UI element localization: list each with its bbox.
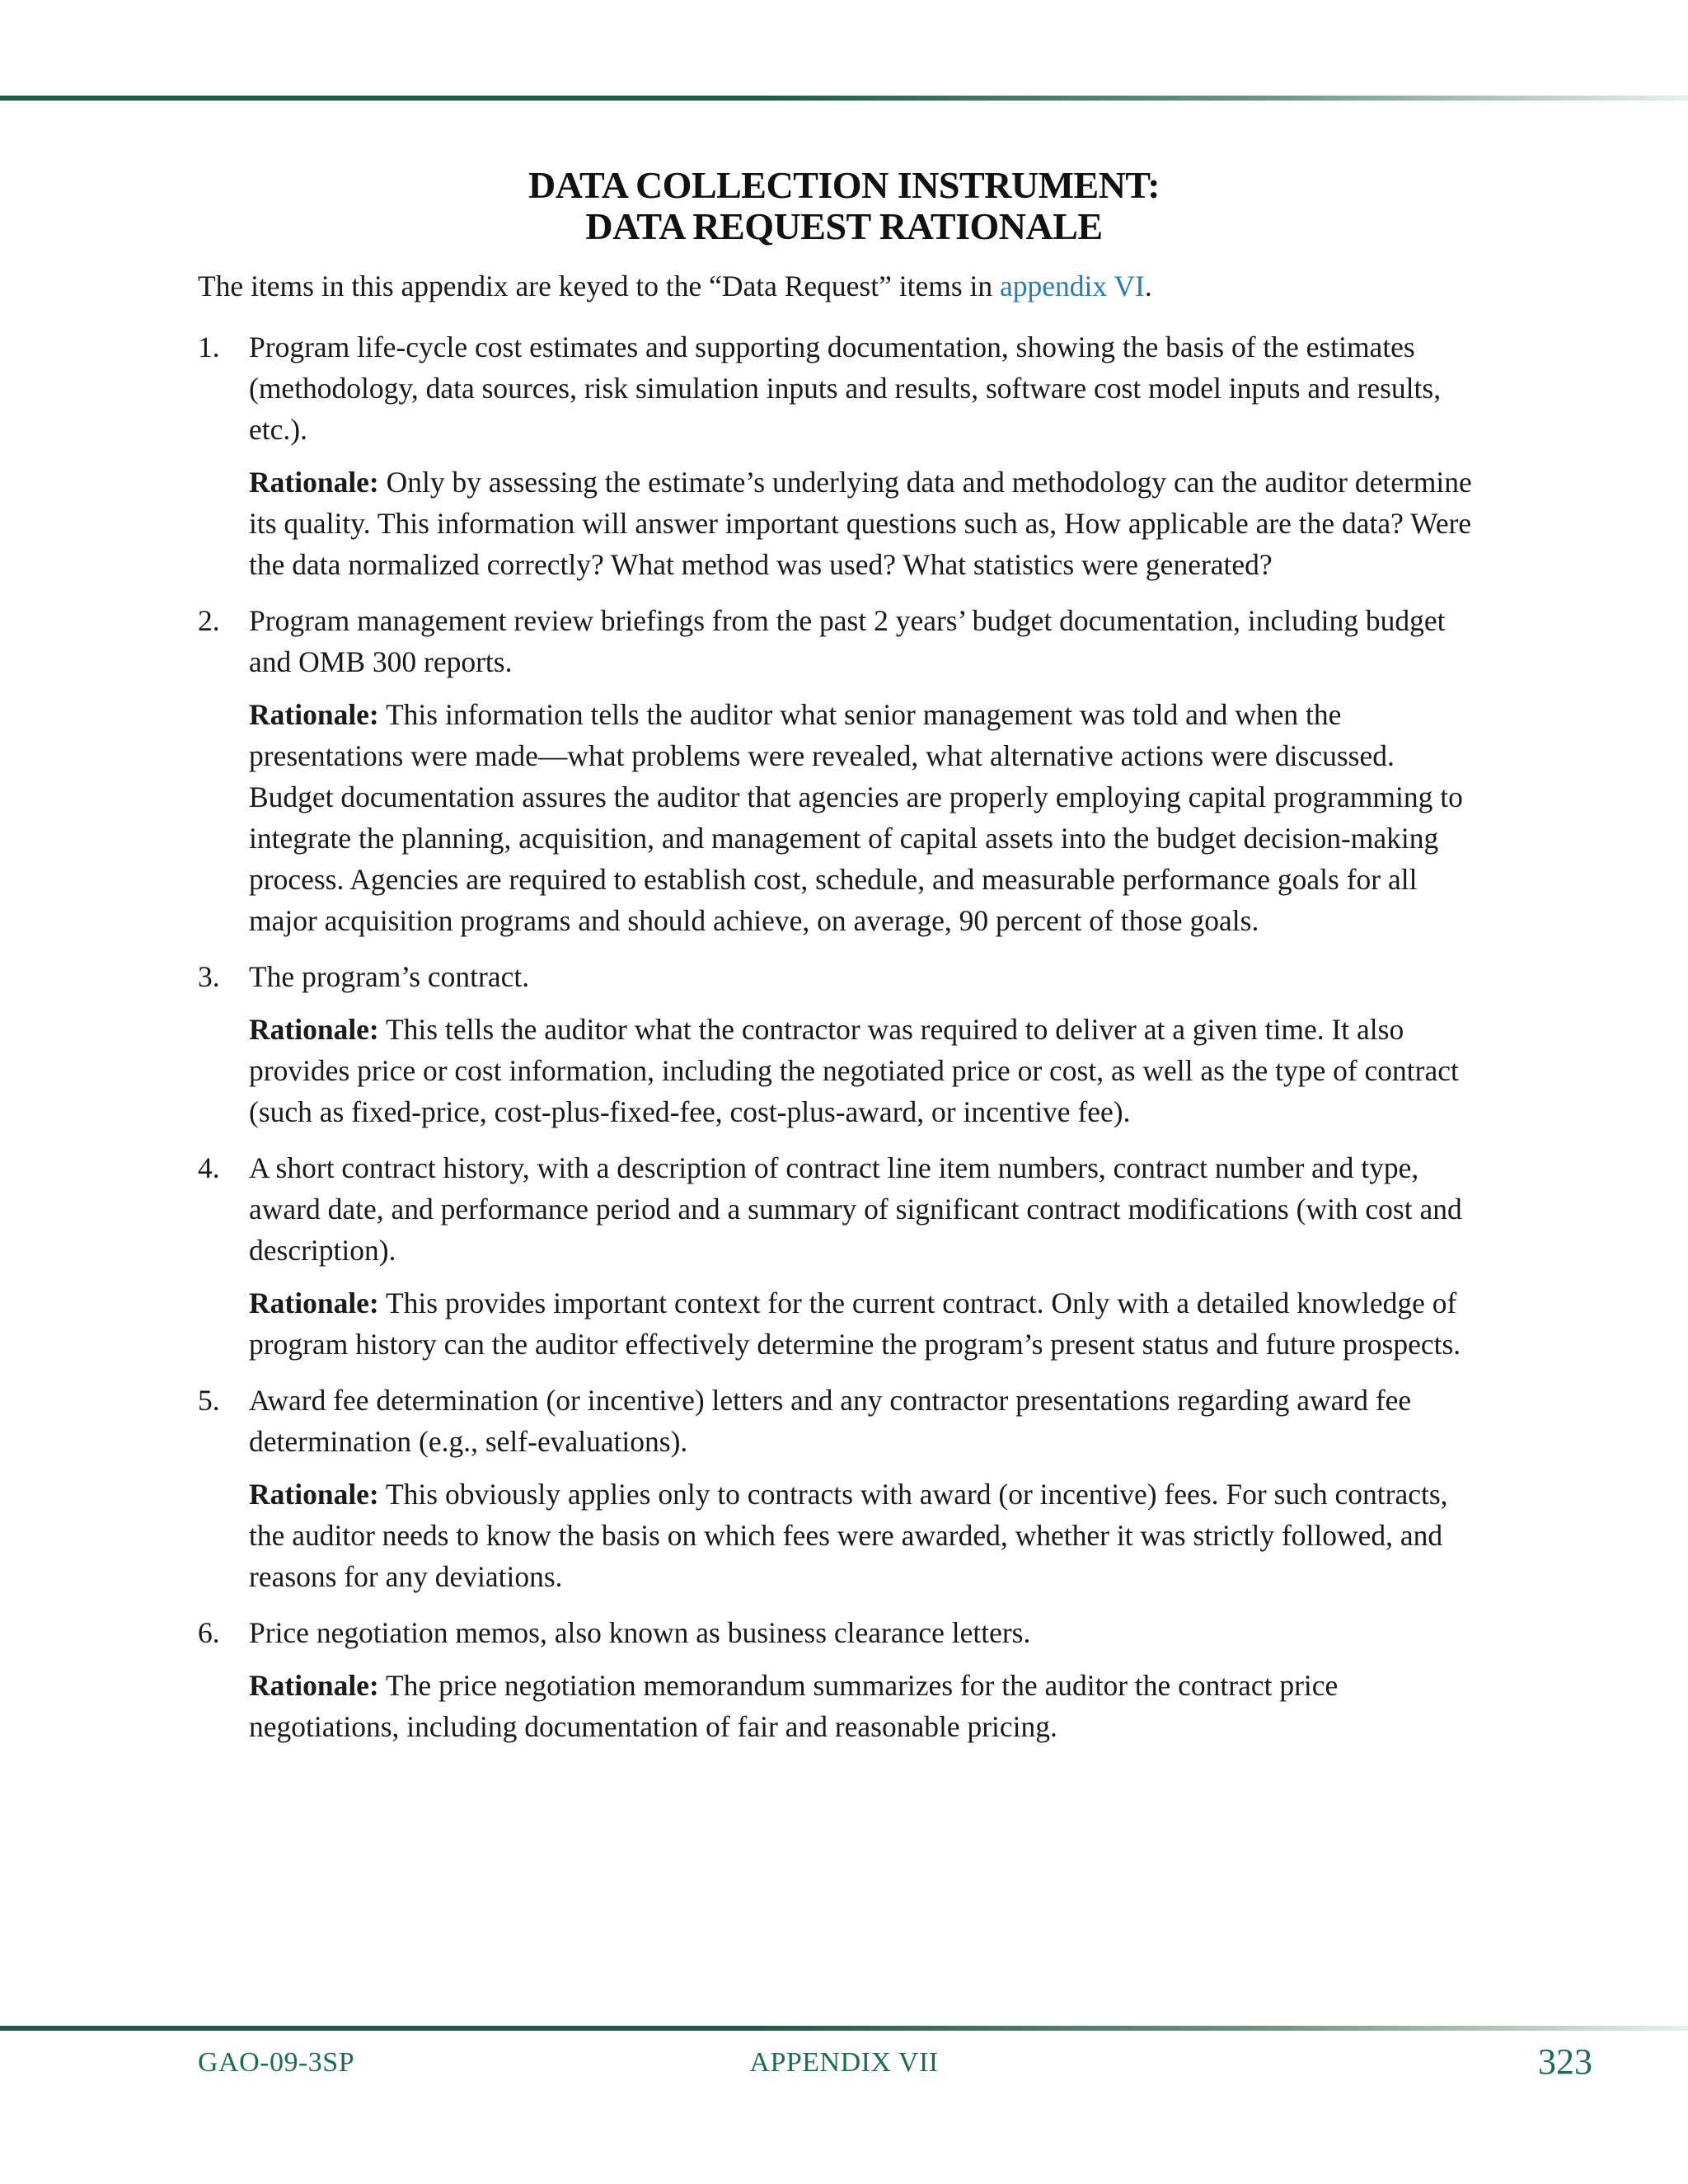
rationale-label: Rationale: bbox=[249, 1013, 379, 1046]
item-rationale bbox=[249, 694, 1484, 941]
request-item-4 bbox=[198, 1147, 1484, 1365]
rationale-label: Rationale: bbox=[249, 466, 379, 499]
item-text: Program management review briefings from the past 2 years’ budget documentation, including budget and OMB 300 reports. bbox=[249, 604, 1446, 678]
intro-suffix: . bbox=[1144, 269, 1152, 302]
page-title bbox=[0, 165, 1688, 247]
item-rationale bbox=[249, 1665, 1484, 1747]
bottom-rule bbox=[0, 2026, 1688, 2031]
request-item-5 bbox=[198, 1380, 1484, 1597]
rationale-text: This provides important context for the current contract. Only with a detailed knowledge of program history can the auditor effectively determine the program’s present status and future prospects. bbox=[249, 1286, 1461, 1361]
rationale-label: Rationale: bbox=[249, 698, 379, 731]
page-title-line-1: DATA COLLECTION INSTRUMENT: bbox=[528, 164, 1160, 206]
item-text: A short contract history, with a description of contract line item numbers, contract number and type, award date, and performance period and a summary of significant contract modifications (with cost and description). bbox=[249, 1151, 1462, 1267]
intro-paragraph bbox=[198, 265, 1484, 307]
rationale-label: Rationale: bbox=[249, 1286, 379, 1319]
rationale-text: This tells the auditor what the contractor was required to deliver at a given time. It also provides price or cost information, including the negotiated price or cost, as well as the type of contract (such as fixed-price, cost-plus-fixed-fee, cost-plus-award, or incentive fee). bbox=[249, 1013, 1459, 1128]
rationale-label: Rationale: bbox=[249, 1478, 379, 1511]
page-number: 323 bbox=[1538, 2041, 1592, 2082]
main-content bbox=[198, 265, 1484, 1762]
rationale-text: The price negotiation memorandum summarizes for the auditor the contract price negotiations, including documentation of fair and reasonable pricing. bbox=[249, 1669, 1339, 1743]
request-item-2 bbox=[198, 600, 1484, 941]
item-number: 2. bbox=[198, 604, 220, 637]
item-text: The program’s contract. bbox=[249, 960, 530, 993]
item-text: Price negotiation memos, also known as business clearance letters. bbox=[249, 1616, 1031, 1649]
top-rule bbox=[0, 96, 1688, 101]
rationale-label: Rationale: bbox=[249, 1669, 379, 1702]
request-item-3 bbox=[198, 956, 1484, 1132]
item-number: 3. bbox=[198, 960, 220, 993]
section-label: APPENDIX VII bbox=[749, 2047, 939, 2078]
page-footer bbox=[0, 2037, 1688, 2087]
rationale-text: Only by assessing the estimate’s underlying data and methodology can the auditor determine its quality. This information will answer important questions such as, How applicable are the data? Were the data normalized correctly? What method was used? What statistics were generated? bbox=[249, 466, 1472, 581]
item-rationale bbox=[249, 1282, 1484, 1365]
item-number: 6. bbox=[198, 1616, 220, 1649]
item-number: 4. bbox=[198, 1151, 220, 1184]
item-rationale bbox=[249, 462, 1484, 585]
rationale-text: This information tells the auditor what senior management was told and when the presentations were made—what problems were revealed, what alternative actions were discussed. Budget documentation assures the auditor that agencies are properly employing capital programming to integrate the planning, acquisition, and management of capital assets into the budget decision-making process. Agencies are required to establish cost, schedule, and measurable performance goals for all major acquisition programs and should achieve, on average, 90 percent of those goals. bbox=[249, 698, 1463, 937]
item-text: Program life-cycle cost estimates and supporting documentation, showing the basis of the estimates (methodology, data sources, risk simulation inputs and results, software cost model inputs and results, etc.). bbox=[249, 330, 1442, 446]
appendix-vi-link[interactable]: appendix VI bbox=[1000, 269, 1145, 302]
item-number: 5. bbox=[198, 1384, 220, 1417]
item-text: Award fee determination (or incentive) letters and any contractor presentations regarding award fee determination (e.g., self-evaluations). bbox=[249, 1384, 1412, 1458]
page-title-line-2: DATA REQUEST RATIONALE bbox=[585, 205, 1103, 247]
request-item-1 bbox=[198, 326, 1484, 585]
intro-prefix: The items in this appendix are keyed to the “Data Request” items in bbox=[198, 269, 1001, 302]
rationale-text: This obviously applies only to contracts with award (or incentive) fees. For such contracts, the auditor needs to know the basis on which fees were awarded, whether it was strictly followed, and reasons for any deviations. bbox=[249, 1478, 1448, 1593]
item-number: 1. bbox=[198, 330, 220, 363]
report-number: GAO-09-3SP bbox=[198, 2047, 355, 2078]
request-item-6 bbox=[198, 1612, 1484, 1747]
item-rationale bbox=[249, 1474, 1484, 1597]
item-rationale bbox=[249, 1009, 1484, 1132]
